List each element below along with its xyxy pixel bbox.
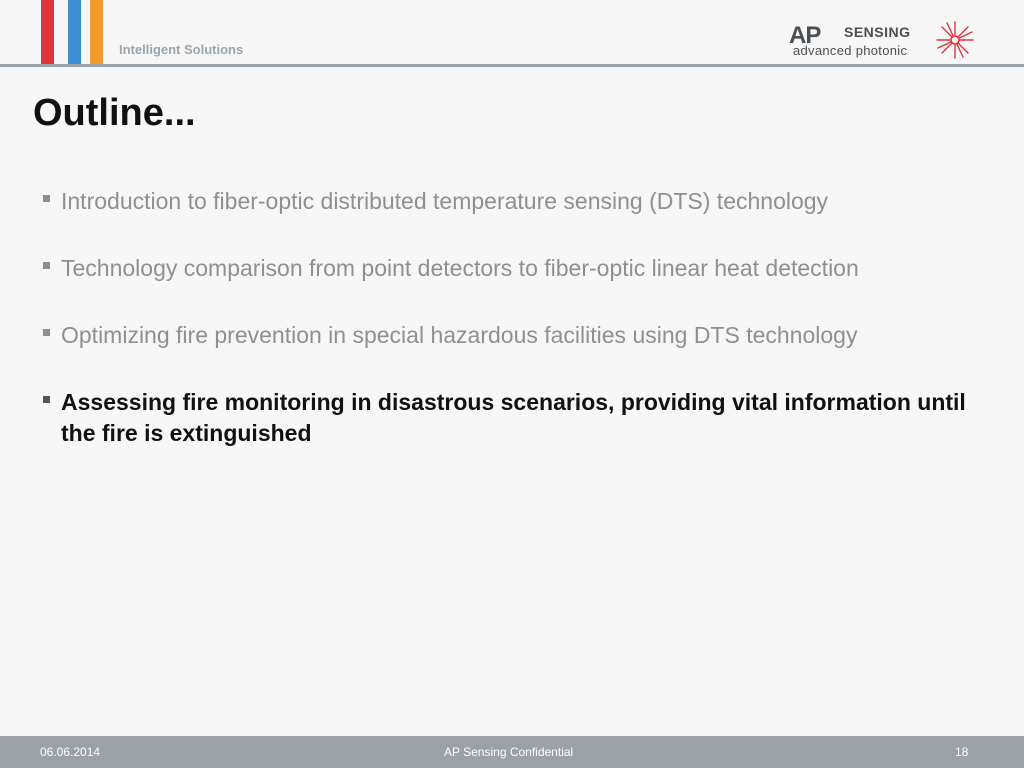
outline-item-current	[40, 387, 980, 449]
footer-date: 06.06.2014	[40, 745, 101, 759]
logo-subtitle: advanced photonic	[793, 43, 908, 58]
outline-item	[40, 320, 980, 351]
footer-bar	[0, 736, 1024, 768]
footer-confidential: AP Sensing Confidential	[444, 745, 574, 759]
outline-item-text: Technology comparison from point detectors to fiber-optic linear heat detection	[61, 255, 859, 281]
logo-ap: AP	[789, 22, 821, 49]
outline-list	[40, 186, 980, 485]
outline-item-text: Assessing fire monitoring in disastrous scenarios, providing vital information until the fire is extinguished	[61, 389, 966, 446]
square-bullet-icon	[43, 396, 50, 403]
slide-title: Outline...	[33, 92, 196, 134]
outline-item	[40, 186, 980, 217]
brand-bar-blue	[68, 0, 81, 66]
logo-sensing: SENSING	[844, 24, 911, 40]
brand-bar-orange	[90, 0, 103, 66]
outline-item-text: Introduction to fiber-optic distributed temperature sensing (DTS) technology	[61, 188, 829, 214]
laser-burst-icon	[935, 20, 975, 60]
outline-item-text: Optimizing fire prevention in special hazardous facilities using DTS technology	[61, 322, 858, 348]
square-bullet-icon	[43, 262, 50, 269]
header-divider	[0, 64, 1024, 67]
square-bullet-icon	[43, 195, 50, 202]
header-tagline: Intelligent Solutions	[119, 42, 244, 57]
square-bullet-icon	[43, 329, 50, 336]
outline-item	[40, 253, 980, 284]
company-logo	[789, 20, 979, 62]
brand-bar-red	[41, 0, 54, 66]
page-number: 18	[955, 745, 969, 759]
